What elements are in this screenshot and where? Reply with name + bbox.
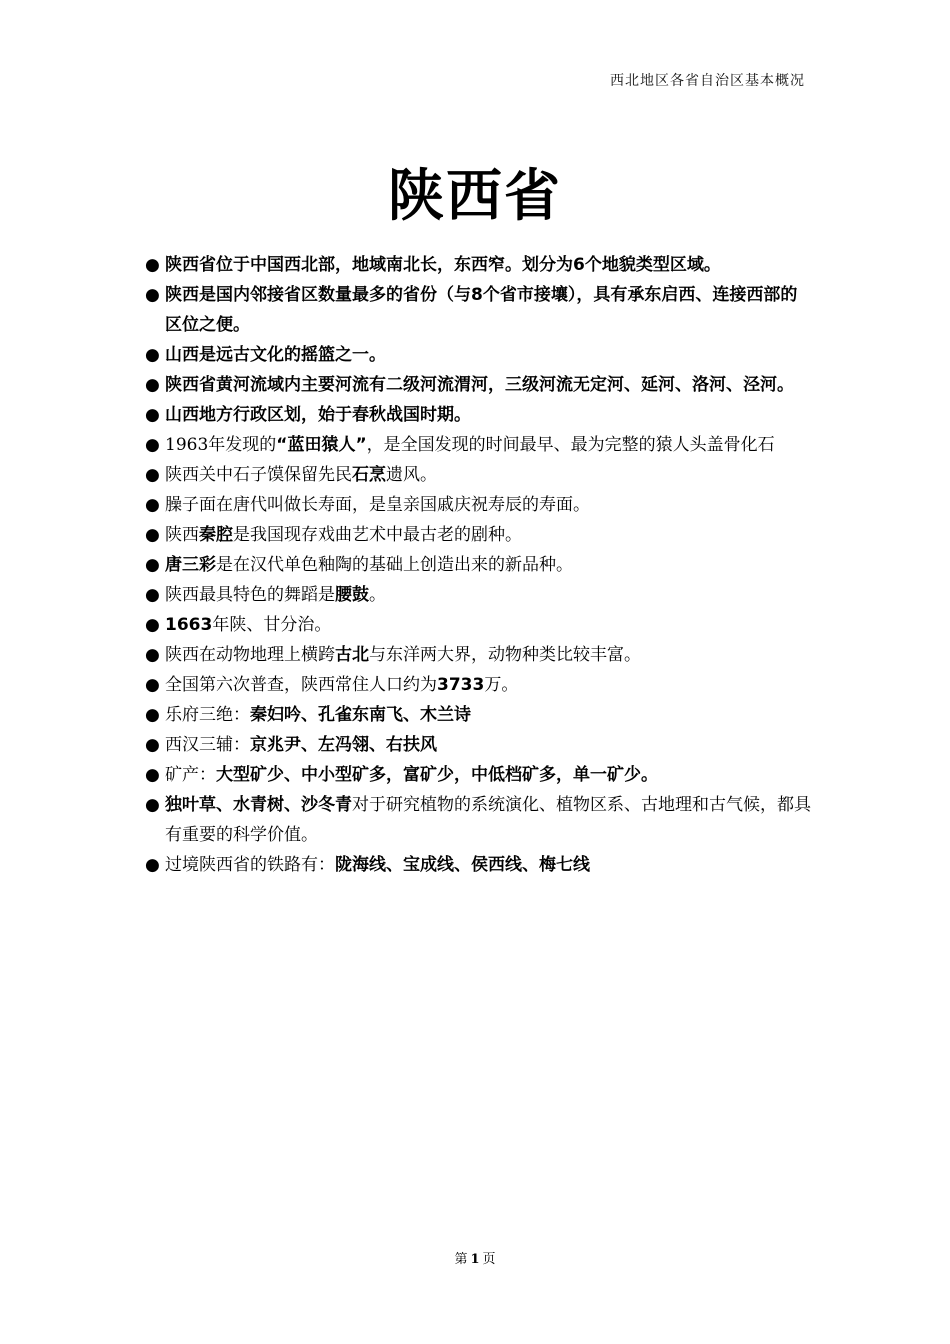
emphasis-text: 独叶草、水青树、沙冬青 [165,795,352,815]
bullet-icon: ● [145,735,160,755]
footer-suffix: 页 [482,1252,496,1267]
emphasis-text: 大型矿少、中小型矿多，富矿少，中低档矿多，单一矿少。 [216,765,658,785]
bullet-icon: ● [145,675,160,695]
running-header: 西北地区各省自治区基本概况 [610,73,805,89]
bullet-icon: ● [145,765,160,785]
item-text: 。 [369,585,386,605]
list-item [145,460,813,490]
item-text: 年陕、甘分治。 [212,615,332,635]
item-text: 陕西在动物地理上横跨 [165,645,335,665]
list-item [145,430,813,460]
footer-prefix: 第 [454,1252,468,1267]
bullet-icon: ● [145,375,160,395]
bullet-icon: ● [145,285,160,305]
page-title: 陕西省 [388,164,562,229]
emphasis-text: “蓝田猿人” [276,435,367,455]
item-text: 乐府三绝： [165,705,250,725]
list-item [145,280,813,340]
item-text: 是我国现存戏曲艺术中最古老的剧种。 [233,525,522,545]
item-text: 对于研究植物的系统演化、植物区系、古地理和古气候，都具有重要的科学价值。 [165,795,811,845]
emphasis-text: 腰鼓 [335,585,369,605]
bullet-icon: ● [145,525,160,545]
item-text: 矿产： [165,765,216,785]
item-text: 陕西 [165,525,199,545]
item-text: 陕西关中石子馍保留先民 [165,465,352,485]
fact-list [145,250,813,880]
list-item [145,760,813,790]
bullet-icon: ● [145,615,160,635]
item-text: 与东洋两大界，动物种类比较丰富。 [369,645,641,665]
list-item [145,610,813,640]
bullet-icon: ● [145,255,160,275]
bullet-icon: ● [145,585,160,605]
list-item [145,580,813,610]
item-text: 全国第六次普查，陕西常住人口约为 [165,675,437,695]
item-text: 遗风。 [386,465,437,485]
bullet-icon: ● [145,435,160,455]
item-text: 西汉三辅： [165,735,250,755]
bullet-icon: ● [145,795,160,815]
emphasis-text: 唐三彩 [165,555,216,575]
bullet-icon: ● [145,345,160,365]
list-item [145,670,813,700]
list-item [145,340,813,370]
list-item [145,550,813,580]
list-item [145,730,813,760]
emphasis-text: 陕西省黄河流域内主要河流有二级河流渭河，三级河流无定河、延河、洛河、泾河。 [165,375,794,395]
emphasis-text: 京兆尹、左冯翎、右扶风 [250,735,437,755]
bullet-icon: ● [145,405,160,425]
bullet-icon: ● [145,555,160,575]
emphasis-text: 山西是远古文化的摇篮之一。 [165,345,386,365]
emphasis-text: 陕西省位于中国西北部，地域南北长，东西窄。划分为6个地貌类型区域。 [165,255,721,275]
emphasis-text: 古北 [335,645,369,665]
emphasis-text: 3733 [437,675,485,695]
emphasis-text: 陕西是国内邻接省区数量最多的省份（与8个省市接壤），具有承东启西、连接西部的区位之便。 [165,285,798,335]
bullet-icon: ● [145,465,160,485]
list-item [145,400,813,430]
emphasis-text: 山西地方行政区划，始于春秋战国时期。 [165,405,471,425]
list-item [145,640,813,670]
list-item [145,700,813,730]
page-footer [0,1248,950,1267]
bullet-icon: ● [145,495,160,515]
emphasis-text: 秦妇吟、孔雀东南飞、木兰诗 [250,705,471,725]
item-text: 过境陕西省的铁路有： [165,855,335,875]
page-number: 1 [470,1252,480,1267]
list-item [145,850,813,880]
emphasis-text: 陇海线、宝成线、侯西线、梅七线 [335,855,590,875]
item-text: ，是全国发现的时间最早、最为完整的猿人头盖骨化石 [366,435,775,455]
item-text: 臊子面在唐代叫做长寿面，是皇亲国戚庆祝寿辰的寿面。 [165,495,590,515]
list-item [145,250,813,280]
bullet-icon: ● [145,855,160,875]
item-text: 1963年发现的 [165,435,277,455]
list-item [145,520,813,550]
emphasis-text: 秦腔 [199,525,233,545]
bullet-icon: ● [145,705,160,725]
list-item [145,370,813,400]
emphasis-text: 石烹 [352,465,386,485]
bullet-icon: ● [145,645,160,665]
item-text: 是在汉代单色釉陶的基础上创造出来的新品种。 [216,555,573,575]
item-text: 万。 [484,675,519,695]
list-item [145,790,813,850]
list-item [145,490,813,520]
item-text: 陕西最具特色的舞蹈是 [165,585,335,605]
emphasis-text: 1663 [165,615,213,635]
